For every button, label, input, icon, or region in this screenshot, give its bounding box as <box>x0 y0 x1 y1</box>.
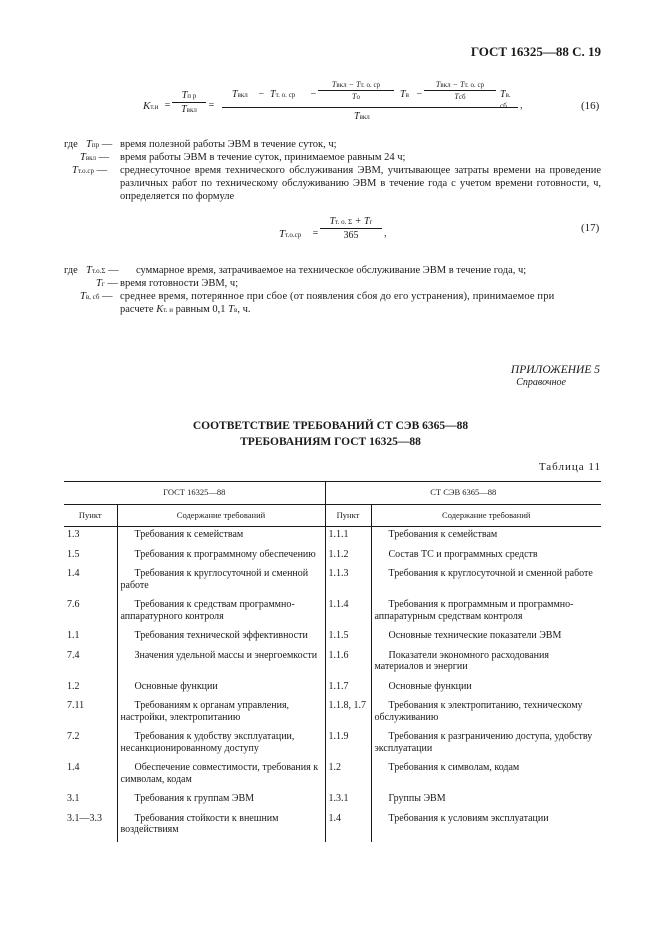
col-header-content-right: Содержание требований <box>371 504 601 527</box>
section-title-line-2: ТРЕБОВАНИЯМ ГОСТ 16325—88 <box>240 436 421 448</box>
def-sym-tvsb: Tв, сб — <box>80 291 113 302</box>
cell-gost-point: 7.2 <box>67 731 80 742</box>
cell-gost-point: 1.5 <box>67 548 80 560</box>
table-row <box>64 547 601 567</box>
cell-stsev-content: Требования к символам, кодам <box>371 760 601 791</box>
cell-gost-content: Требования к семействам <box>117 527 325 547</box>
big-fraction: Tвкл − Tт. о. ср − Tвкл − Tт. о. ср Tо Tв − Tвкл − Tт. о. ср Tсб Tв. сб Tвкл <box>218 80 518 130</box>
cell-gost-content: Требованиям к органам управления, настройки, электропитанию <box>117 698 325 729</box>
def-sym-tvkl: Tвкл — <box>80 152 110 163</box>
table-row <box>64 566 601 597</box>
group-header-st-sev: СТ СЭВ 6365—88 <box>325 482 601 505</box>
def-text-tg: время готовности ЭВМ, ч; <box>120 278 239 289</box>
where-label-2: где <box>64 265 78 276</box>
table-row <box>64 648 601 679</box>
formula-17-eq: = <box>312 228 319 239</box>
cell-gost-point: 1.1 <box>67 630 80 641</box>
page-header: ГОСТ 16325—88 С. 19 <box>470 44 601 59</box>
table-row <box>64 527 601 547</box>
eq-sign: = <box>164 100 171 111</box>
cell-stsev-content: Состав ТС и программных средств <box>371 547 601 567</box>
cell-stsev-point: 1.1.7 <box>325 679 371 699</box>
cell-stsev-point: 1.1.5 <box>325 628 371 648</box>
cell-stsev-content: Основные технические показатели ЭВМ <box>371 628 601 648</box>
cell-stsev-point: 1.1.9 <box>325 729 371 760</box>
eq-sign-2: = <box>208 100 215 111</box>
definitions-2 <box>0 264 661 314</box>
inner-fraction-2: Tвкл − Tт. о. ср Tсб <box>424 80 496 101</box>
appendix-title: ПРИЛОЖЕНИЕ 5 <box>510 364 600 376</box>
cell-stsev-point: 1.1.6 <box>325 648 371 679</box>
table-row <box>64 729 601 760</box>
col-header-point-left: Пункт <box>78 509 102 520</box>
table-row <box>64 628 601 648</box>
group-header-gost: ГОСТ 16325—88 <box>64 482 325 505</box>
cell-gost-point: 7.4 <box>67 649 80 661</box>
cell-stsev-content: Требования к электропитанию, техническому обслуживанию <box>371 698 601 729</box>
definitions-1 <box>0 138 661 200</box>
fraction-tpr-tvkl: Tп р Tвкл <box>172 90 206 115</box>
def-sym-tg: Tг — <box>96 278 118 289</box>
cell-gost-point: 7.11 <box>67 700 85 711</box>
cell-gost-content: Требования стойкости к внешним воздействиям <box>117 811 325 842</box>
cell-stsev-content: Требования к семействам <box>371 527 601 547</box>
section-title-line-1: СООТВЕТСТВИЕ ТРЕБОВАНИЙ СТ СЭВ 6365—88 <box>192 420 469 432</box>
cell-gost-content: Требования к круглосуточной и сменной работе <box>117 566 325 597</box>
def-sym-tos: Tт.о.Σ — <box>86 265 119 276</box>
correspondence-table <box>64 481 601 842</box>
appendix-subtitle: Справочное <box>516 377 566 388</box>
col-header-content-left: Содержание требований <box>117 504 325 527</box>
def-text-tvsb: среднее время, потерянное при сбое (от появления сбоя до его устранения), принимаемое при <box>120 291 555 302</box>
cell-stsev-point: 1.1.1 <box>325 527 371 547</box>
table-row <box>64 698 601 729</box>
equation-number-16: (16) <box>581 100 600 112</box>
table-row <box>64 791 601 811</box>
def-sym-tosr: Tт.о.ср — <box>72 165 108 176</box>
formula-17-lhs: Tт.о.ср <box>279 228 302 240</box>
cell-stsev-point: 1.3.1 <box>325 791 371 811</box>
col-header-point-right: Пункт <box>325 504 371 527</box>
table-row <box>64 597 601 628</box>
cell-stsev-content: Требования к разграничению доступа, удобству эксплуатации <box>371 729 601 760</box>
cell-stsev-content: Требования к круглосуточной и сменной работе <box>371 566 601 597</box>
formula-16-comma: , <box>520 100 523 111</box>
formula-lhs: Kт.и <box>143 100 159 112</box>
cell-stsev-content: Требования к условиям эксплуатации <box>371 811 601 842</box>
table-row <box>64 760 601 791</box>
cell-gost-point: 7.6 <box>67 599 80 610</box>
equation-number-17: (17) <box>581 222 600 234</box>
cell-stsev-point: 1.1.8, 1.7 <box>325 698 371 729</box>
formula-16 <box>0 80 661 130</box>
where-label: где <box>64 139 78 150</box>
cell-gost-point: 3.1 <box>67 793 80 804</box>
cell-gost-point: 1.4 <box>67 762 80 773</box>
cell-gost-content: Требования к группам ЭВМ <box>117 791 325 811</box>
cell-stsev-point: 1.1.2 <box>325 547 371 567</box>
cell-gost-content: Обеспечение совместимости, требования к символам, кодам <box>117 760 325 791</box>
cell-stsev-content: Показатели экономного расходования материалов и энергии <box>371 648 601 679</box>
cell-stsev-content: Группы ЭВМ <box>371 791 601 811</box>
cell-gost-content: Требования к средствам программно-аппаратурного контроля <box>117 597 325 628</box>
def-text-tosr: среднесуточное время технического обслуживания ЭВМ, учитывающее затраты времени на проведение различных работ по техническому обслуживанию ЭВМ в течение года с учетом времени готовности, ч, определяется по формуле <box>120 165 601 202</box>
def-text-tos: суммарное время, затрачиваемое на техническое обслуживание ЭВМ в течение года, ч; <box>136 265 527 276</box>
table-label: Таблица 11 <box>538 461 601 473</box>
cell-stsev-point: 1.2 <box>325 760 371 791</box>
cell-gost-point: 1.2 <box>67 680 80 692</box>
cell-stsev-content: Требования к программным и программно-аппаратурным средствам контроля <box>371 597 601 628</box>
cell-gost-content: Значения удельной массы и энергоемкости <box>117 648 325 679</box>
cell-gost-content: Требования к удобству эксплуатации, несанкционированному доступу <box>117 729 325 760</box>
formula-17-comma: , <box>384 228 387 239</box>
def-sym-tpr: Tпр — <box>86 139 113 150</box>
formula-17 <box>0 214 661 250</box>
def-text-tvkl: время работы ЭВМ в течение суток, принимаемое равным 24 ч; <box>120 152 406 163</box>
cell-gost-point: 1.3 <box>67 529 80 540</box>
cell-gost-content: Основные функции <box>117 679 325 699</box>
cell-gost-point: 1.4 <box>67 568 80 579</box>
cell-gost-point: 3.1—3.3 <box>67 812 102 824</box>
cell-stsev-content: Основные функции <box>371 679 601 699</box>
def-continuation: расчете Kт. и равным 0,1 Tв, ч. <box>120 304 251 315</box>
cell-stsev-point: 1.1.3 <box>325 566 371 597</box>
cell-gost-content: Требования к программному обеспечению <box>117 547 325 567</box>
cell-gost-content: Требования технической эффективности <box>117 628 325 648</box>
table-row <box>64 811 601 842</box>
formula-17-fraction: Tт. о. Σ + Tг 365 <box>320 216 382 241</box>
def-text-tpr: время полезной работы ЭВМ в течение суток, ч; <box>120 139 337 150</box>
cell-stsev-point: 1.1.4 <box>325 597 371 628</box>
table-row <box>64 679 601 699</box>
cell-stsev-point: 1.4 <box>325 811 371 842</box>
inner-fraction-1: Tвкл − Tт. о. ср Tо <box>318 80 394 101</box>
